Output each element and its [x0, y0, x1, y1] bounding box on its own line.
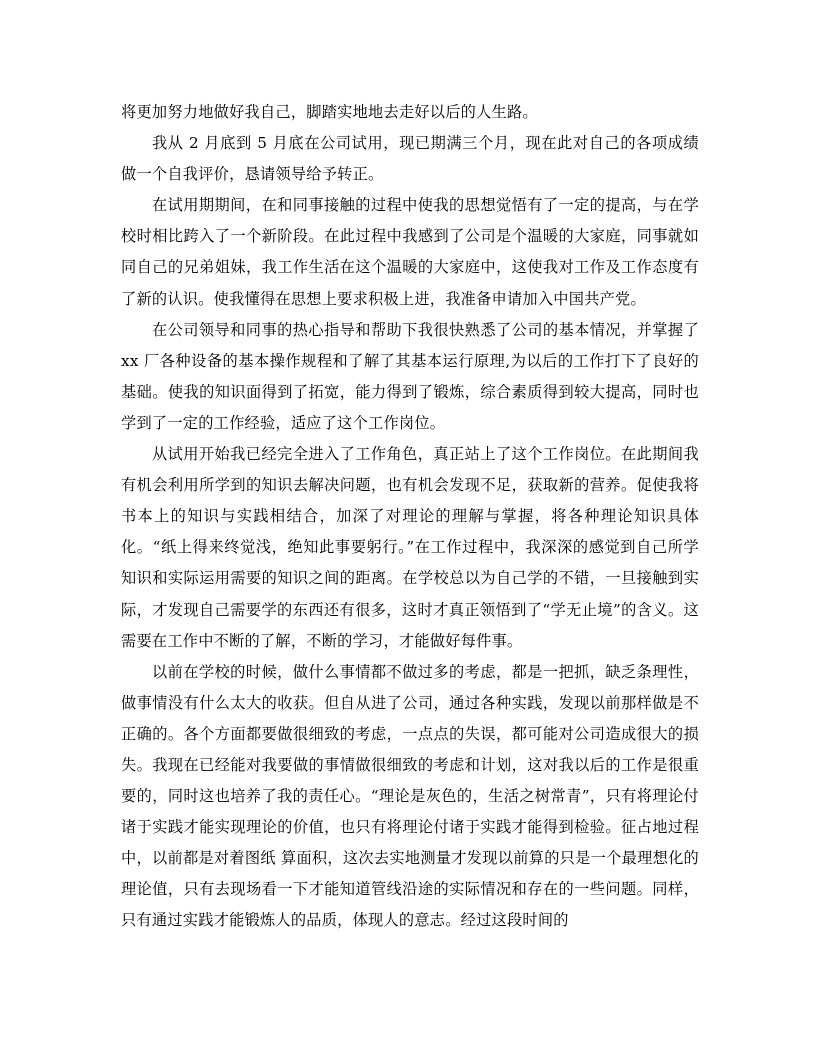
paragraph-practice: 以前在学校的时候，做什么事情都不做过多的考虑，都是一把抓，缺乏条理性，做事情没有什么太大的收获。但自从进了公司，通过各种实践，发现以前那样做是不正确的。各个方面都要做很细致的考虑，一点点的失误，都可能对公司造成很大的损失。我现在已经能对我要做的事情做很细致的考虑和计划，这对我以后的工作是很重要的，同时这也培养了我的责任心。“理论是灰色的，生活之树常青”，只有将理论付诸于实践才能实现理论的价值，也只有将理论付诸于实践才能得到检验。征占地过程中，以前都是对着图纸 算面积，这次去实地测量才发现以前算的只是一个最理想化的理论值，只有去现场看一下才能知道管线沿途的实际情况和存在的一些问题。同样，只有通过实践才能锻炼人的品质，体现人的意志。经过这段时间的	[121, 662, 699, 930]
paragraph-trial-period-intro: 我从 2 月底到 5 月底在公司试用，现已期满三个月，现在此对自己的各项成绩做一个自我评价，恳请领导给予转正。	[121, 134, 699, 184]
paragraph-continuation: 将更加努力地做好我自己，脚踏实地地去走好以后的人生路。	[121, 103, 538, 121]
paragraph-work-role: 从试用开始我已经完全进入了工作角色，真正站上了这个工作岗位。在此期间我有机会利用所学到的知识去解决问题，也有机会发现不足，获取新的营养。促使我将书本上的知识与实践相结合，加深了对理论的理解与掌握，将各种理论知识具体化。“纸上得来终觉浅，绝知此事要躬行。”在工作过程中，我深深的感觉到自己所学知识和实际运用需要的知识之间的距离。在学校总以为自己学的不错，一旦接触到实际，才发现自己需要学的东西还有很多，这时才真正领悟到了“学无止境”的含义。这需要在工作中不断的了解，不断的学习，才能做好每件事。	[121, 445, 699, 650]
document-body	[121, 97, 699, 937]
paragraph-skills: 在公司领导和同事的热心指导和帮助下我很快熟悉了公司的基本情况，并掌握了 xx 厂各种设备的基本操作规程和了解了其基本运行原理,为以后的工作打下了良好的基础。使我的知识面得到了拓宽，能力得到了锻炼，综合素质得到较大提高，同时也学到了一定的工作经验，适应了这个工作岗位。	[121, 320, 699, 432]
paragraph-ideology: 在试用期期间，在和同事接触的过程中使我的思想觉悟有了一定的提高，与在学校时相比跨入了一个新阶段。在此过程中我感到了公司是个温暖的大家庭，同事就如同自己的兄弟姐妹，我工作生活在这个温暖的大家庭中，这使我对工作及工作态度有了新的认识。使我懂得在思想上要求积极上进，我准备申请加入中国共产党。	[121, 196, 699, 308]
